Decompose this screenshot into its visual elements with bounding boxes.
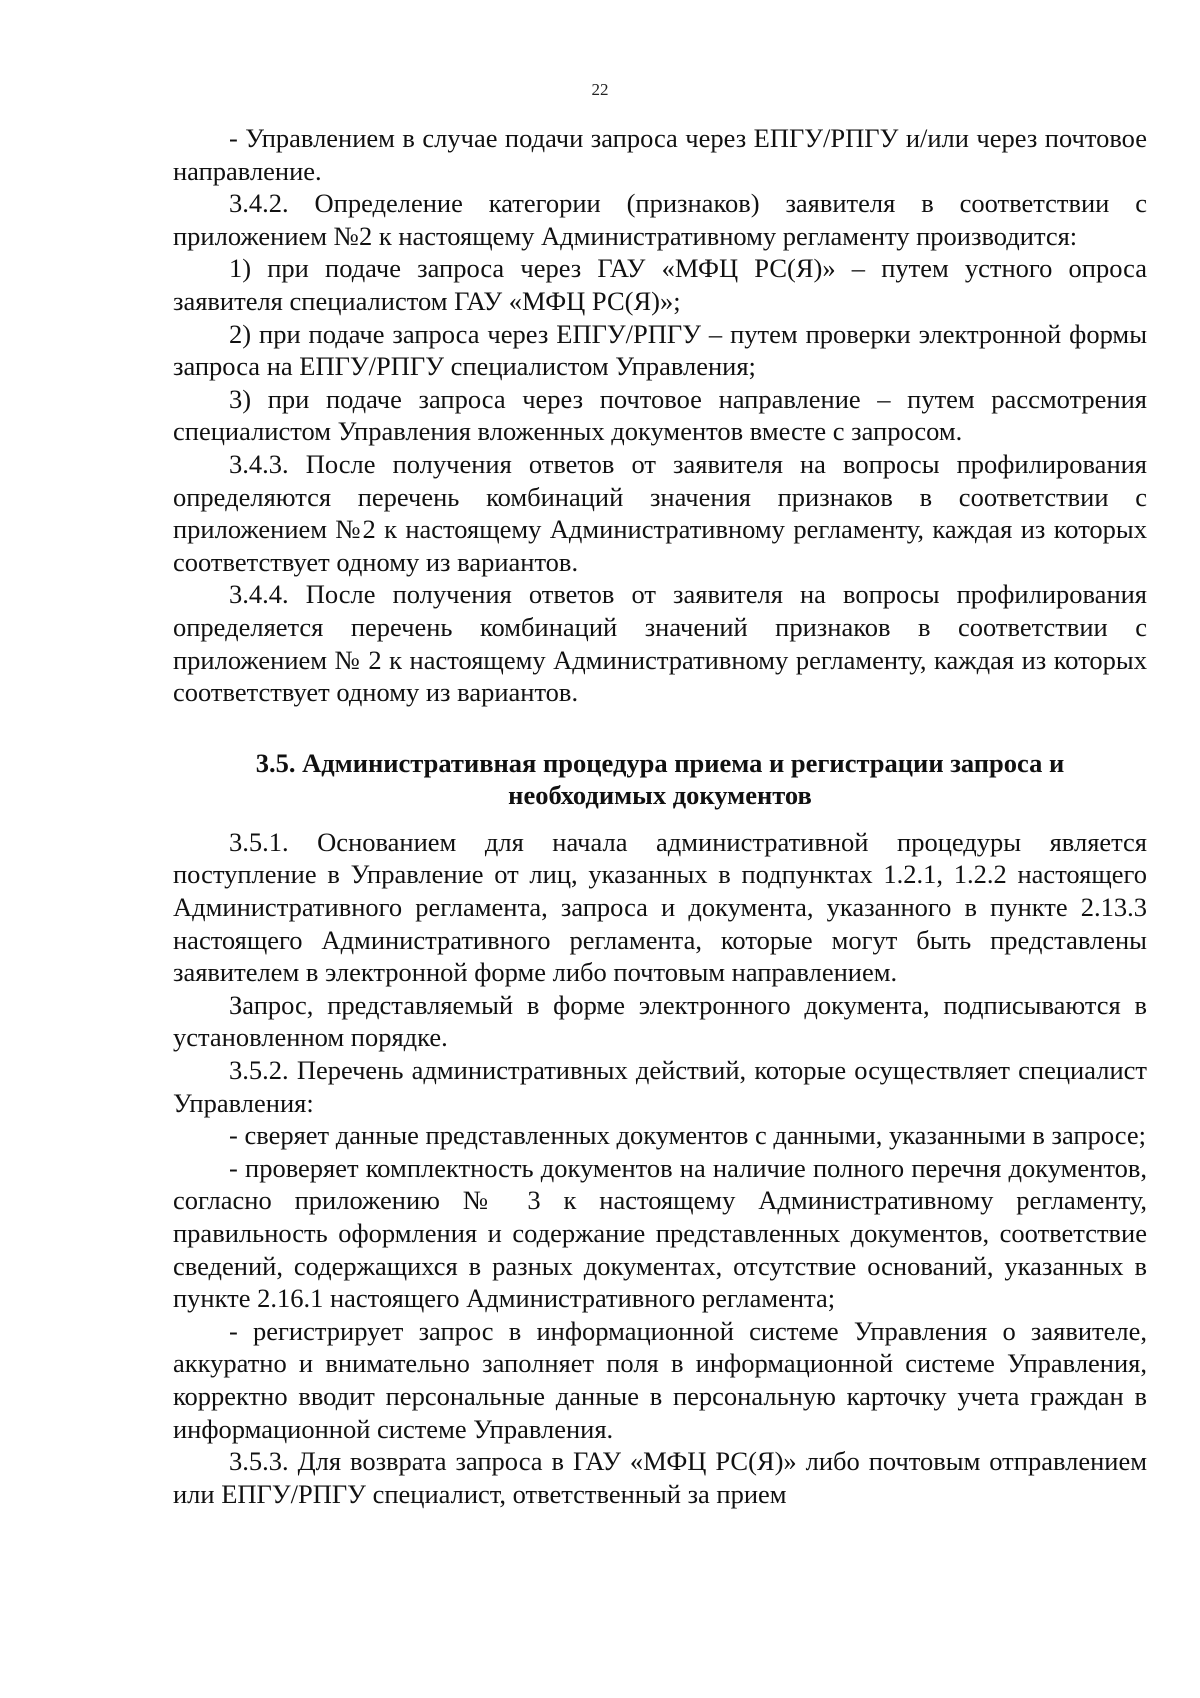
paragraph: 3) при подаче запроса через почтовое направление – путем рассмотрения специалистом Управления вложенных документов вместе с запросом. bbox=[173, 383, 1147, 447]
paragraph: 3.5.2. Перечень административных действий, которые осуществляет специалист Управления: bbox=[173, 1055, 1147, 1118]
document-body bbox=[173, 122, 1147, 1510]
paragraph: 3.5.1. Основанием для начала административной процедуры является поступление в Управление от лиц, указанных в подпунктах 1.2.1, 1.2.2 настоящего Административного регламента, запроса и документа, указанного в пункте 2.13.3 настоящего Административного регламента, которые могут быть представлены заявителем в электронной форме либо почтовым направлением. bbox=[173, 826, 1147, 988]
paragraph: 3.4.2. Определение категории (признаков) заявителя в соответствии с приложением №2 к настоящему Административному регламенту производится: bbox=[173, 188, 1147, 251]
paragraph: 3.4.3. После получения ответов от заявителя на вопросы профилирования определяются перечень комбинаций значения признаков в соответствии с приложением №2 к настоящему Административному регламенту, каждая из которых соответствует одному из вариантов. bbox=[173, 448, 1147, 577]
paragraph: - сверяет данные представленных документов с данными, указанными в запросе; bbox=[229, 1120, 1146, 1151]
paragraph: 1) при подаче запроса через ГАУ «МФЦ РС(Я)» – путем устного опроса заявителя специалистом ГАУ «МФЦ РС(Я)»; bbox=[173, 253, 1147, 316]
paragraph: 3.5.3. Для возврата запроса в ГАУ «МФЦ РС(Я)» либо почтовым отправлением или ЕПГУ/РПГУ специалист, ответственный за прием bbox=[173, 1446, 1147, 1509]
paragraph: 2) при подаче запроса через ЕПГУ/РПГУ – путем проверки электронной формы запроса на ЕПГУ/РПГУ специалистом Управления; bbox=[173, 318, 1147, 382]
section-heading-line: 3.5. Административная процедура приема и регистрации запроса и bbox=[255, 747, 1065, 778]
section-heading-line: необходимых документов bbox=[508, 780, 812, 811]
paragraph: - Управлением в случае подачи запроса через ЕПГУ/РПГУ и/или через почтовое направление. bbox=[173, 123, 1147, 186]
paragraph: - регистрирует запрос в информационной системе Управления о заявителе, аккуратно и внимательно заполняет поля в информационной системе Управления, корректно вводит персональные данные в персональную карточку учета граждан в информационной системе Управления. bbox=[173, 1315, 1147, 1444]
page-number: 22 bbox=[591, 80, 609, 99]
section-heading bbox=[173, 747, 1147, 812]
paragraph: - проверяет комплектность документов на наличие полного перечня документов, согласно приложению № 3 к настоящему Административному регламенту, правильность оформления и содержание представленных документов, соответствие сведений, содержащихся в разных документах, отсутствие оснований, указанных в пункте 2.16.1 настоящего Административного регламента; bbox=[173, 1152, 1147, 1314]
paragraph: Запрос, представляемый в форме электронного документа, подписываются в установленном порядке. bbox=[173, 989, 1147, 1053]
paragraph: 3.4.4. После получения ответов от заявителя на вопросы профилирования определяется перечень комбинаций значений признаков в соответствии с приложением № 2 к настоящему Административному регламенту, каждая из которых соответствует одному из вариантов. bbox=[173, 579, 1147, 708]
